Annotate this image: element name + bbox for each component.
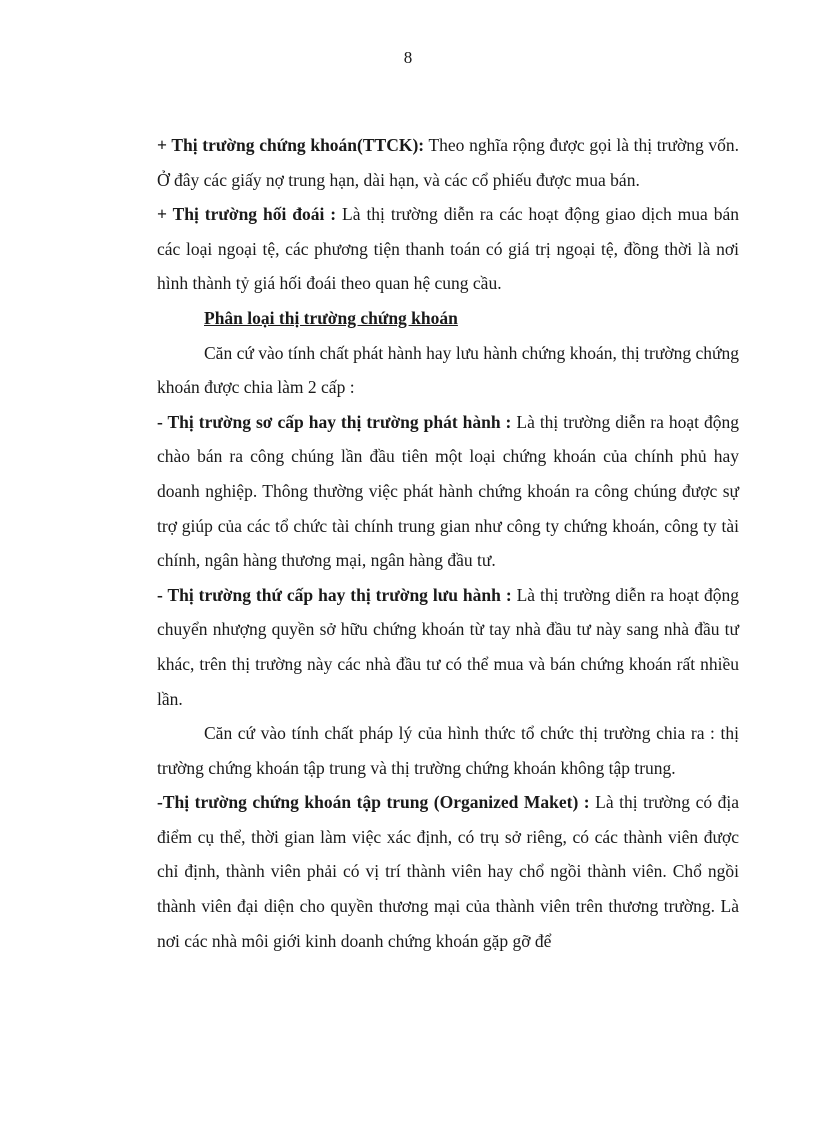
definition-foreign-exchange: Là thị trường diễn ra các hoạt động giao dịch mua bán các loại ngoại tệ, các phương tiện thanh toán có giá trị ngoại tệ, đồng thời là nơi hình thành tỷ giá hối đoái theo quan hệ cung cầu.	[157, 204, 739, 294]
term-ttck: + Thị trường chứng khoán(TTCK):	[157, 135, 425, 155]
definition-primary-market: Là thị trường diễn ra hoạt động chào bán ra công chúng lần đầu tiên một loại chứng khoán của chính phủ hay doanh nghiệp. Thông thường việc phát hành chứng khoán ra công chúng được sự trợ giúp của các tổ chức tài chính trung gian như công ty chứng khoán, công ty tài chính, ngân hàng thương mại, ngân hàng đầu tư.	[157, 411, 739, 571]
paragraph-legal-classification: Căn cứ vào tính chất pháp lý của hình thức tổ chức thị trường chia ra : thị trường chứng khoán tập trung và thị trường chứng khoán không tập trung.	[157, 723, 739, 778]
term-foreign-exchange: + Thị trường hối đoái :	[157, 204, 337, 225]
section-heading: Phân loại thị trường chứng khoán	[204, 307, 458, 328]
definition-organized-market: Là thị trường có địa điểm cụ thể, thời gian làm việc xác định, có trụ sở riêng, có các thành viên được chỉ định, thành viên phải có vị trí thành viên hay chổ ngồi thành viên. Chổ ngồi thành viên đại diện cho quyền thương mại của thành viên trên thương trường. Là nơi các nhà môi giới kinh doanh chứng khoán gặp gỡ để	[157, 792, 739, 951]
paragraph-secondary-market	[157, 578, 739, 716]
paragraph-ttck	[157, 128, 739, 197]
paragraph-classification-intro: Căn cứ vào tính chất phát hành hay lưu hành chứng khoán, thị trường chứng khoán được chia làm 2 cấp :	[157, 342, 739, 398]
term-organized-market: -Thị trường chứng khoán tập trung (Organized Maket) :	[157, 792, 590, 813]
definition-ttck: Theo nghĩa rộng được gọi là thị trường vốn. Ở đây các giấy nợ trung hạn, dài hạn, và các cổ phiếu được mua bán.	[157, 135, 740, 190]
term-secondary-market: - Thị trường thứ cấp hay thị trường lưu hành :	[157, 584, 512, 605]
paragraph-primary-market	[157, 405, 739, 578]
paragraph-organized-market	[157, 785, 739, 958]
paragraph-foreign-exchange	[157, 197, 739, 301]
term-primary-market: - Thị trường sơ cấp hay thị trường phát hành :	[157, 411, 512, 432]
definition-secondary-market: Là thị trường diễn ra hoạt động chuyển nhượng quyền sở hữu chứng khoán từ tay nhà đầu tư này sang nhà đầu tư khác, trên thị trường này các nhà đầu tư có thể mua và bán chứng khoán rất nhiều lần.	[157, 584, 740, 709]
document-body	[157, 128, 739, 958]
page-number: 8	[403, 48, 413, 67]
